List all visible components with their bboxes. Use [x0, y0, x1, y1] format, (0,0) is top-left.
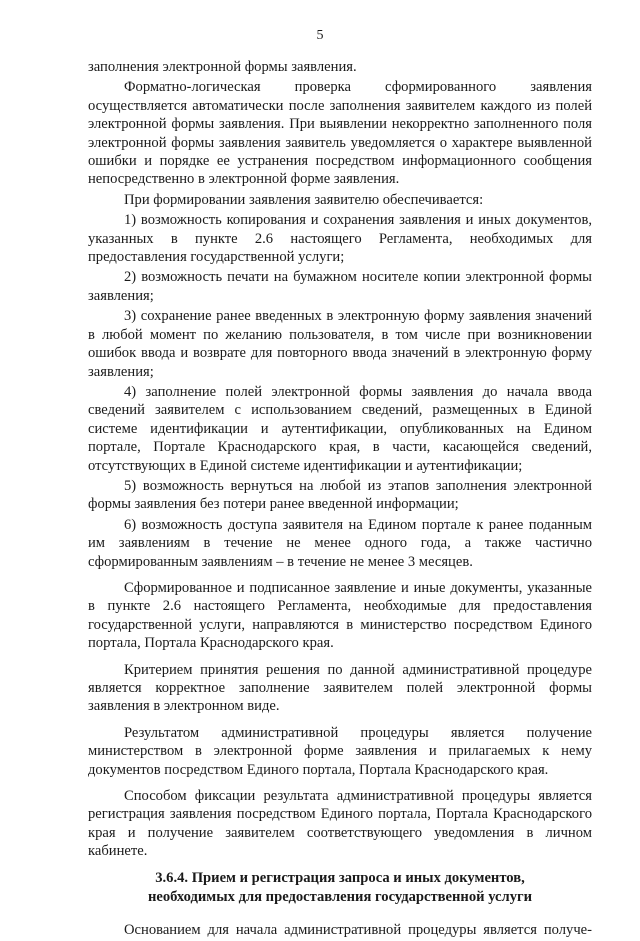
list-item-3: 3) сохранение ранее введенных в электронную форму заявления значений в любой момент по желанию пользователя, в том числе при возникновении ошибок ввода и возврате для повторного ввода значений в электронную форму заявления;	[88, 308, 592, 380]
paragraph-basis: Основанием для начала административной процедуры является получе-	[124, 921, 592, 938]
paragraph-continuation: заполнения электронной формы заявления.	[88, 59, 357, 75]
paragraph-format-check: Форматно-логическая проверка сформированного заявления осуществляется автоматически после заполнения заявителем каждого из полей электронной формы заявления. При выявлении некорректно заполненного поля электронной формы заявления заявитель уведомляется о характере выявленной ошибки и порядке ее устранения посредством информационного сообщения непосредственно в электронной форме заявления.	[88, 79, 592, 188]
section-heading	[88, 869, 592, 907]
page-number: 5	[316, 28, 324, 43]
document-body	[88, 58, 592, 941]
list-item-2: 2) возможность печати на бумажном носителе копии электронной формы заявления;	[88, 269, 592, 304]
paragraph-criterion: Критерием принятия решения по данной административной процедуре является корректное заполнение заявителем полей электронной формы заявления в электронном виде.	[88, 661, 592, 715]
paragraph-submission: Сформированное и подписанное заявление и иные документы, указанные в пункте 2.6 настоящего Регламента, необходимые для предоставления государственной услуги, направляются в министерство посредством Единого портала, Портала Краснодарского края.	[88, 579, 592, 652]
paragraph-provisions-intro: При формировании заявления заявителю обеспечивается:	[124, 191, 484, 208]
paragraph-fixation: Способом фиксации результата административной процедуры является регистрация заявления посредством Единого портала, Портала Краснодарского края и получение заявителем соответствующего уведомления в личном кабинете.	[88, 788, 592, 860]
list-item-5: 5) возможность вернуться на любой из этапов заполнения электронной формы заявления без потери ранее введенной информации;	[88, 477, 592, 513]
list-item-1: 1) возможность копирования и сохранения заявления и иных документов, указанных в пункте 2.6 настоящего Регламента, необходимых для предоставления государственной услуги;	[88, 212, 592, 266]
paragraph-result: Результатом административной процедуры является получение министерством в электронной форме заявления и прилагаемых к нему документов посредством Единого портала, Портала Краснодарского края.	[88, 724, 592, 778]
section-heading-line-2: необходимых для предоставления государственной услуги	[147, 888, 533, 905]
list-item-6: 6) возможность доступа заявителя на Едином портале к ранее поданным им заявлениям в течение не менее одного года, а также частично сформированным заявлениям – в течение не менее 3 месяцев.	[88, 516, 592, 570]
list-item-4: 4) заполнение полей электронной формы заявления до начала ввода сведений заявителем с использованием сведений, размещенных в Единой системе идентификации и аутентификации, опубликованных на Едином портале, Портале Краснодарского края, в части, касающейся сведений, отсутствующих в Единой системе идентификации и аутентификации;	[88, 383, 592, 474]
section-heading-line-1: 3.6.4. Прием и регистрация запроса и иных документов,	[155, 869, 525, 886]
